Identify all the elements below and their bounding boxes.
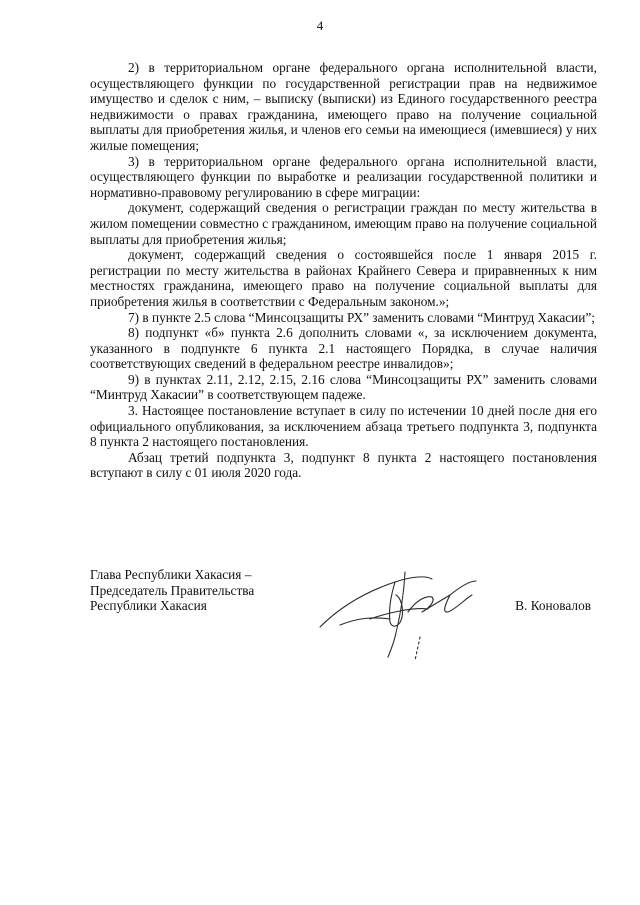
page-number: 4 [316, 18, 324, 33]
paragraph: 8) подпункт «б» пункта 2.6 дополнить словами «, за исключением документа, указанного в подпункте 6 пункта 2.1 настоящего Порядка, в случае наличия соответствующих сведений в федеральном реестре инвалидов»; [90, 325, 597, 372]
signature-block [90, 567, 597, 687]
signer-title-line: Глава Республики Хакасия – [90, 567, 252, 582]
paragraph: Абзац третий подпункта 3, подпункт 8 пункта 2 настоящего постановления вступают в силу с 01 июля 2020 года. [90, 449, 597, 481]
handwritten-signature [300, 557, 540, 667]
signer-title-line: Председатель Правительства [90, 582, 255, 598]
paragraph: документ, содержащий сведения о состоявшейся после 1 января 2015 г. регистрации по месту жительства в районах Крайнего Севера и приравненных к ним местностях гражданина, имеющего право на получение социальной выплаты для приобретения жилья в соответствии с Федеральным законом.»; [90, 247, 597, 309]
paragraph: 7) в пункте 2.5 слова “Минсоцзащиты РХ” заменить словами “Минтруд Хакасии”; [128, 309, 595, 325]
signer-title [90, 567, 254, 614]
document-body [90, 60, 597, 481]
signer-name: В. Коновалов [515, 598, 591, 613]
paragraph: 9) в пунктах 2.11, 2.12, 2.15, 2.16 слова “Минсоцзащиты РХ” заменить словами “Минтруд Хакасии” в соответствующем падеже. [90, 371, 597, 403]
paragraph: 2) в территориальном органе федерального органа исполнительной власти, осуществляющего функции по государственной регистрации прав на недвижимое имущество и сделок с ним, – выписку (выписки) из Единого государственного реестра недвижимости о правах гражданина, имеющего право на получение социальной выплаты для приобретения жилья, и членов его семьи на имеющиеся (имевшиеся) у них жилые помещения; [90, 60, 597, 153]
paragraph: 3) в территориальном органе федерального органа исполнительной власти, осуществляющего функции по выработке и реализации государственной политики и нормативно-правовому регулированию в сфере миграции: [90, 153, 597, 200]
paragraph: 3. Настоящее постановление вступает в силу по истечении 10 дней после дня его официального опубликования, за исключением абзаца третьего подпункта 3, подпункта 8 пункта 2 настоящего постановления. [90, 403, 597, 450]
paragraph: документ, содержащий сведения о регистрации граждан по месту жительства в жилом помещении совместно с гражданином, имеющим право на получение социальной выплаты для приобретения жилья; [90, 200, 597, 247]
signer-title-line: Республики Хакасия [90, 598, 207, 614]
